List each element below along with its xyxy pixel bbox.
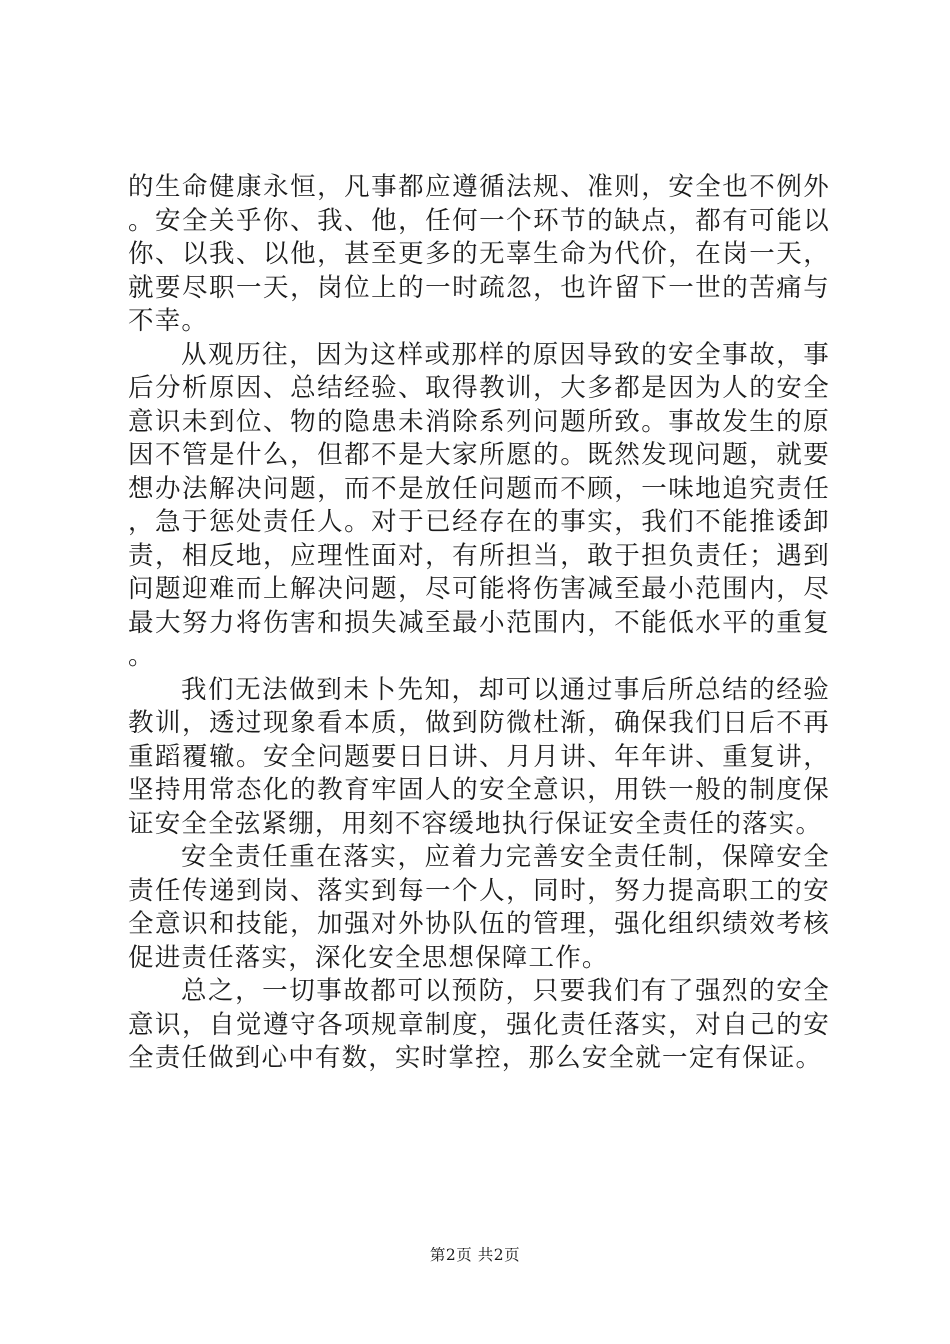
body-paragraph: 安全责任重在落实，应着力完善安全责任制，保障安全责任传递到岗、落实到每一个人，同时，努力提高职工的安全意识和技能，加强对外协队伍的管理，强化组织绩效考核促进责任落实，深化安全思想保障工作。 bbox=[128, 842, 830, 973]
document-body bbox=[128, 171, 830, 1076]
body-paragraph: 我们无法做到未卜先知，却可以通过事后所总结的经验教训，透过现象看本质，做到防微杜渐，确保我们日后不再重蹈覆辙。安全问题要日日讲、月月讲、年年讲、重复讲，坚持用常态化的教育牢固人的安全意识，用铁一般的制度保证安全全弦紧绷，用刻不容缓地执行保证安全责任的落实。 bbox=[128, 674, 830, 839]
page-number-footer: 第2页 共2页 bbox=[429, 1246, 521, 1264]
body-paragraph: 总之，一切事故都可以预防，只要我们有了强烈的安全意识，自觉遵守各项规章制度，强化责任落实，对自己的安全责任做到心中有数，实时掌控，那么安全就一定有保证。 bbox=[128, 976, 830, 1073]
body-paragraph: 从观历往，因为这样或那样的原因导致的安全事故，事后分析原因、总结经验、取得教训，大多都是因为人的安全意识未到位、物的隐患未消除系列问题所致。事故发生的原因不管是什么，但都不是大家所愿的。既然发现问题，就要想办法解决问题，而不是放任问题而不顾，一味地追究责任，急于惩处责任人。对于已经存在的事实，我们不能推诿卸责，相反地，应理性面对，有所担当，敢于担负责任；遇到问题迎难而上解决问题，尽可能将伤害减至最小范围内，尽最大努力将伤害和损失减至最小范围内，不能低水平的重复。 bbox=[128, 339, 830, 671]
body-paragraph: 的生命健康永恒，凡事都应遵循法规、准则，安全也不例外。安全关乎你、我、他，任何一个环节的缺点，都有可能以你、以我、以他，甚至更多的无辜生命为代价，在岗一天，就要尽职一天，岗位上的一时疏忽，也许留下一世的苦痛与不幸。 bbox=[128, 172, 830, 336]
